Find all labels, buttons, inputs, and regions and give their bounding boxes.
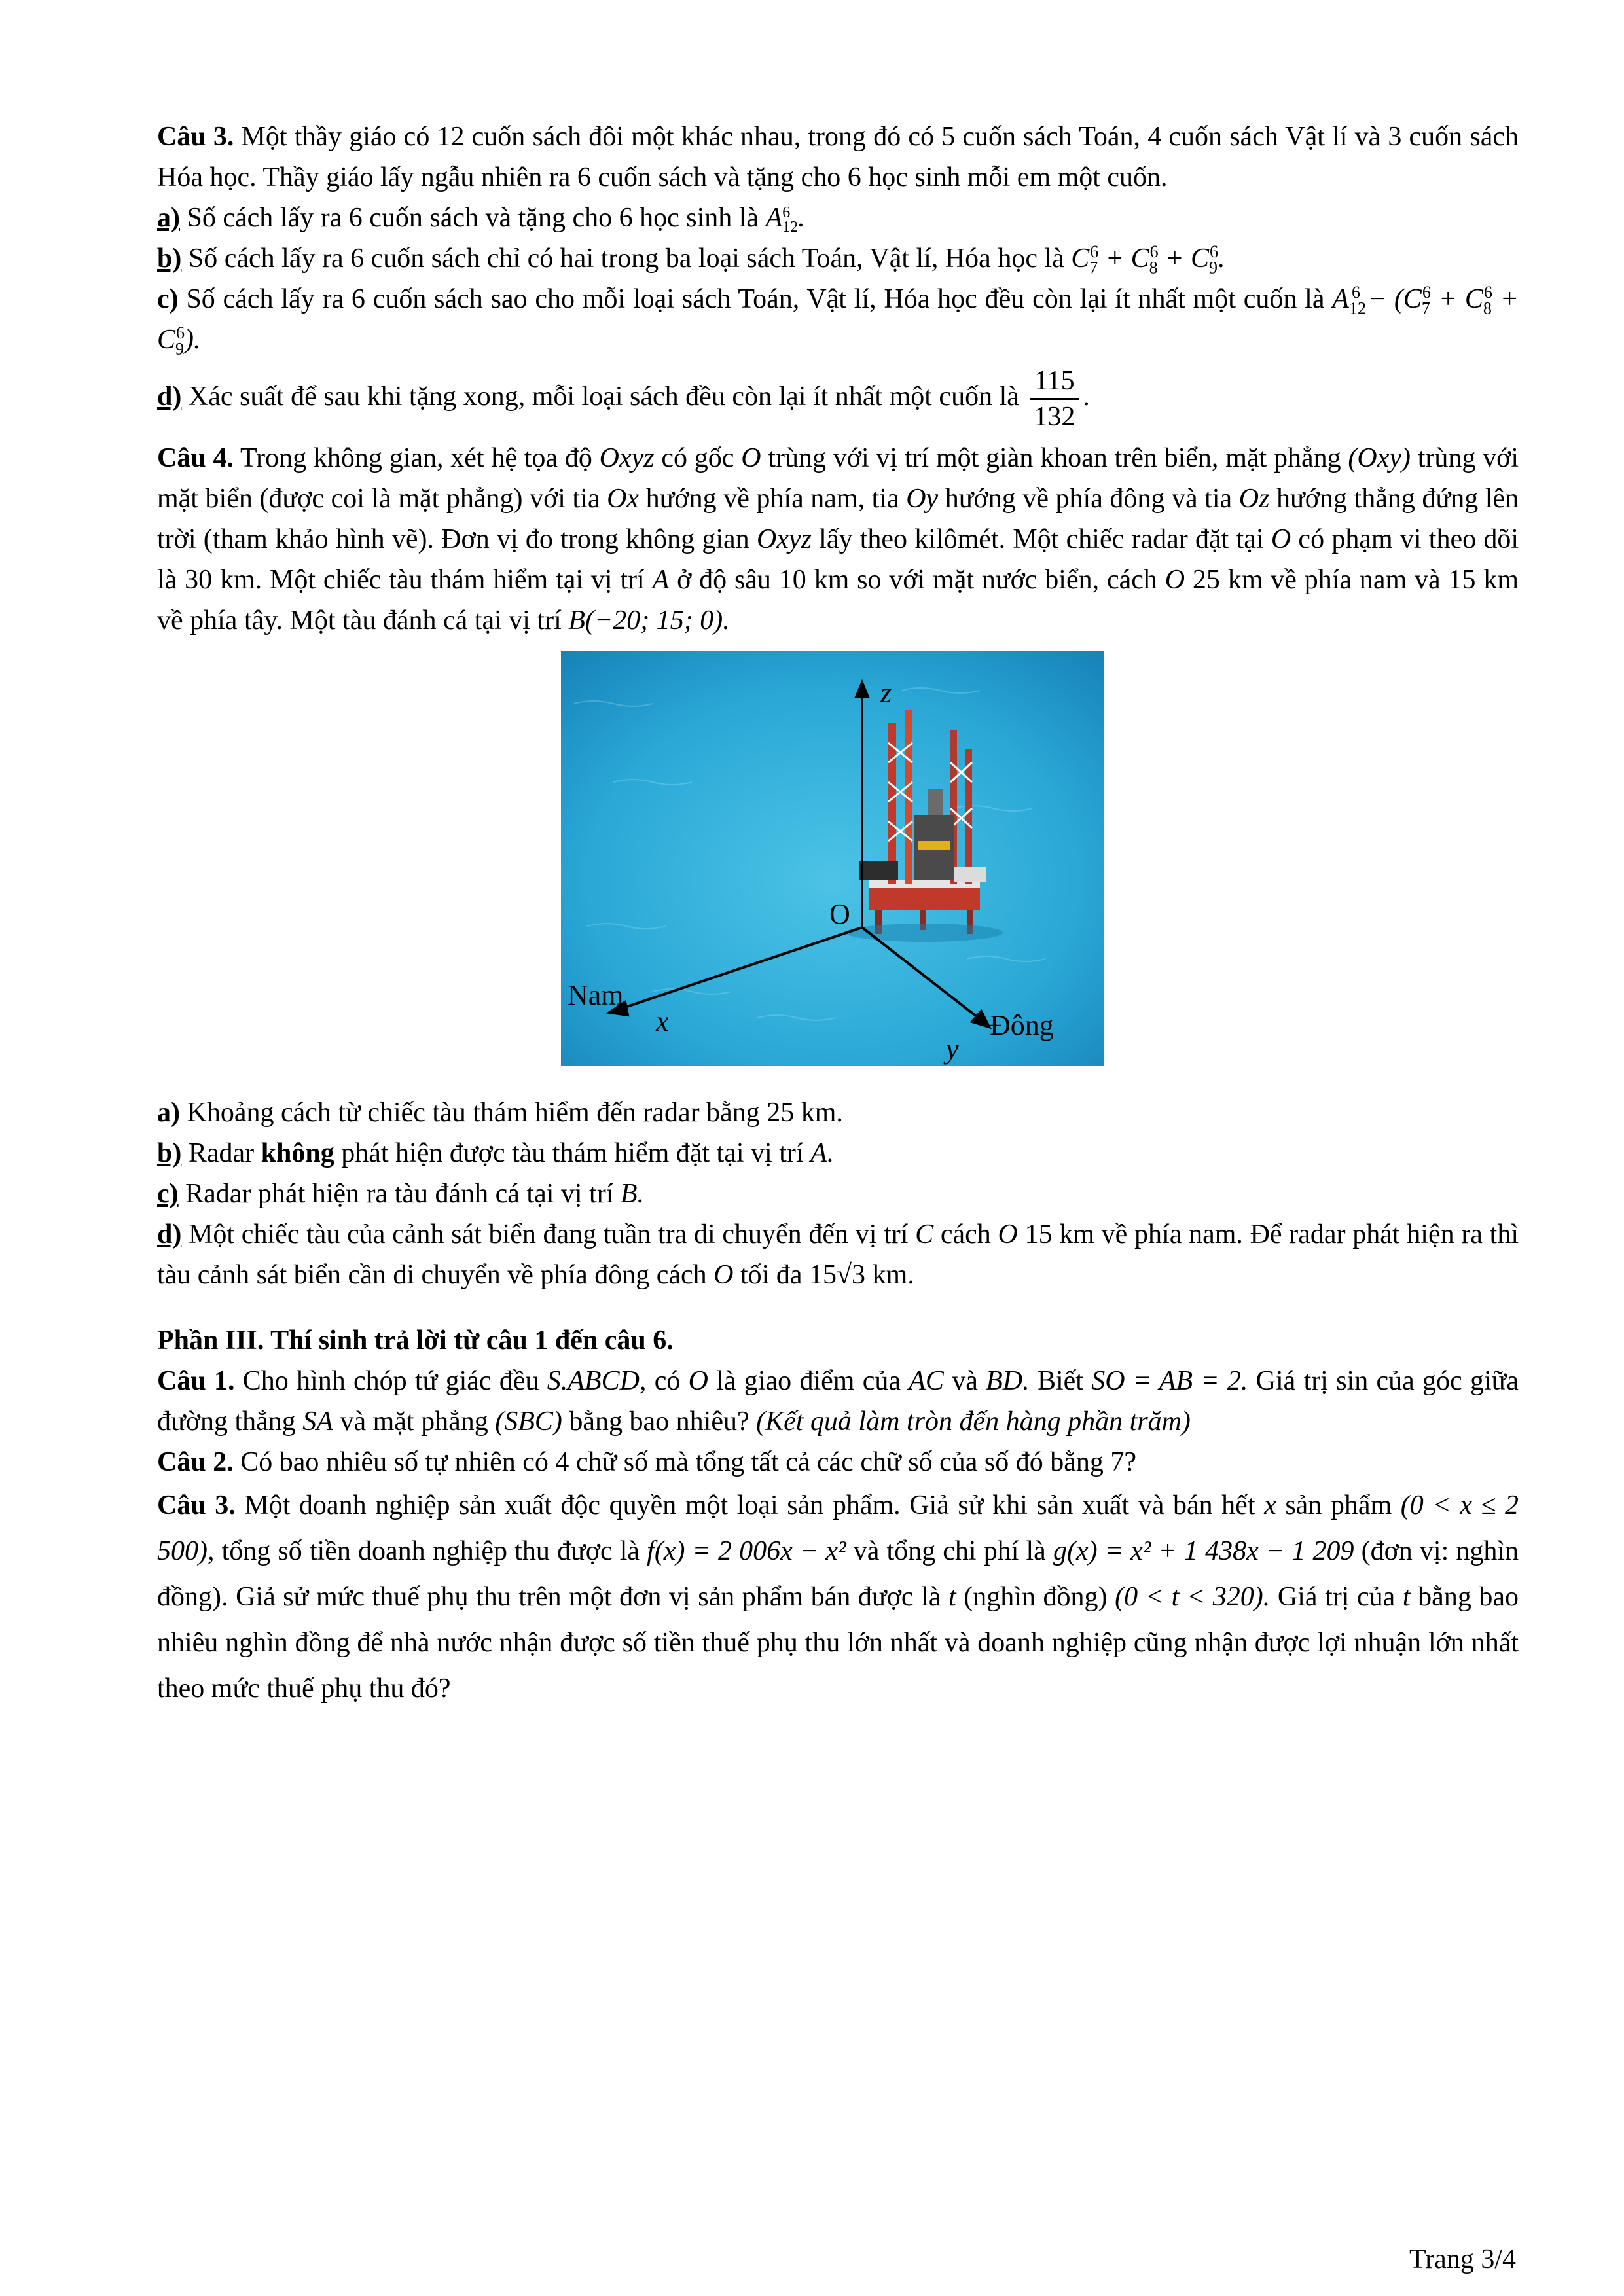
cau4-a: a) Khoảng cách từ chiếc tàu thám hiểm đến radar bằng 25 km. [157, 1098, 843, 1128]
part3-q3: Câu 3. Một doanh nghiệp sản xuất độc quyền một loại sản phẩm. Giả sử khi sản xuất và bán hết x sản phẩm (0 < x ≤ 2 500), tổng số tiền doanh nghiệp thu được là f(x) = 2 006x − x² và tổng chi phí là g(x) = x² + 1 438x − 1 209 (đơn vị: nghìn đồng). Giả sử mức thuế phụ thu trên một đơn vị sản phẩm bán được là t (nghìn đồng) (0 < t < 320). Giá trị của t bằng bao nhiêu nghìn đồng để nhà nước nhận được số tiền thuế phụ thu lớn nhất và doanh nghiệp cũng nhận được lợi nhuận lớn nhất theo mức thuế phụ thu đó? [157, 1490, 1519, 1704]
sqrt-value: 15√3 [809, 1260, 866, 1290]
oil-rig-illustration [561, 651, 1104, 1066]
south-label: Nam [568, 979, 624, 1011]
cau3-c: c) Số cách lấy ra 6 cuốn sách sao cho mỗi loại sách Toán, Vật lí, Hóa học đều còn lại ít nhất một cuốn là $A_{12}^6 - (C_7^6 + C_8^6 + C_9^6)$. [157, 283, 1519, 359]
formula-a: A 6 12 . [765, 203, 805, 236]
oil-rig-figure [561, 651, 1104, 1066]
fraction: $\frac{115}{132}$ [1030, 364, 1079, 434]
cau3-intro: Câu 3. Một thầy giáo có 12 cuốn sách đôi một khác nhau, trong đó có 5 cuốn sách Toán, 4 cuốn sách Vật lí và 3 cuốn sách Hóa học. Thầy giáo lấy ngẫu nhiên ra 6 cuốn sách và tặng cho 6 học sinh mỗi em một cuốn. [157, 122, 1519, 192]
cau4-c: c) Radar phát hiện ra tàu đánh cá tại vị trí B. [157, 1179, 645, 1209]
cau4-label: Câu 4. [157, 443, 234, 473]
part3-q2: Câu 2. Có bao nhiêu số tự nhiên có 4 chữ số mà tổng tất cả các chữ số của số đó bằng 7? [157, 1447, 1136, 1477]
cau4-d: d) Một chiếc tàu của cảnh sát biển đang tuần tra di chuyển đến vị trí C cách O 15 km về phía nam. Để radar phát hiện ra thì tàu cảnh sát biển cần di chuyển về phía đông cách O tối đa 15√3 km. [157, 1219, 1519, 1290]
z-label: z [880, 677, 892, 709]
cau3-d: d) Xác suất để sau khi tặng xong, mỗi loại sách đều còn lại ít nhất một cuốn là $\frac{115}{132}$ . [157, 364, 1519, 434]
cau3-b: b) Số cách lấy ra 6 cuốn sách chỉ có hai trong ba loại sách Toán, Vật lí, Hóa học là $C_7^6 + C_8^6 + C_9^6$. [157, 242, 1225, 278]
cau4-intro: Câu 4. Trong không gian, xét hệ tọa độ Oxyz có gốc O trùng với vị trí một giàn khoan trên biển, mặt phẳng (Oxy) trùng với mặt biển (được coi là mặt phẳng) với tia Ox hướng về phía nam, tia Oy hướng về phía đông và tia Oz hướng thẳng đứng lên trời (tham khảo hình vẽ). Đơn vị đo trong không gian Oxyz lấy theo kilômét. Một chiếc radar đặt tại O có phạm vi theo dõi là 30 km. Một chiếc tàu thám hiểm tại vị trí A ở độ sâu 10 km so với mặt nước biển, cách O 25 km về phía nam và 15 km về phía tây. Một tàu đánh cá tại vị trí B(−20; 15; 0). [157, 443, 1519, 636]
cau4-b: b) Radar không phát hiện được tàu thám hiểm đặt tại vị trí A. [157, 1138, 835, 1168]
page-number: Trang 3/4 [1409, 2244, 1516, 2274]
y-label: y [946, 1033, 959, 1065]
formula-c: $A_{12}^6 - (C_7^6 + C_8^6 + C_9^6)$. [157, 283, 1519, 359]
part3-q1: Câu 1. Cho hình chóp tứ giác đều S.ABCD, có O là giao điểm của AC và BD. Biết SO = AB = 2. Giá trị sin của góc giữa đường thẳng SA và mặt phẳng (SBC) bằng bao nhiêu? (Kết quả làm tròn đến hàng phần trăm) [157, 1366, 1519, 1437]
origin-label: O [829, 898, 850, 930]
page-content [157, 117, 1519, 1712]
cau3-a: a) Số cách lấy ra 6 cuốn sách và tặng cho 6 học sinh là A 6 12 . [157, 203, 805, 236]
cau3-label: Câu 3. [157, 122, 234, 152]
formula-b: $C_7^6 + C_8^6 + C_9^6$. [1071, 242, 1225, 278]
sea-background [561, 651, 1104, 1066]
part3-heading: Phần III. Thí sinh trả lời từ câu 1 đến câu 6. [157, 1325, 674, 1355]
x-label: x [656, 1005, 669, 1037]
east-label: Đông [990, 1009, 1054, 1041]
